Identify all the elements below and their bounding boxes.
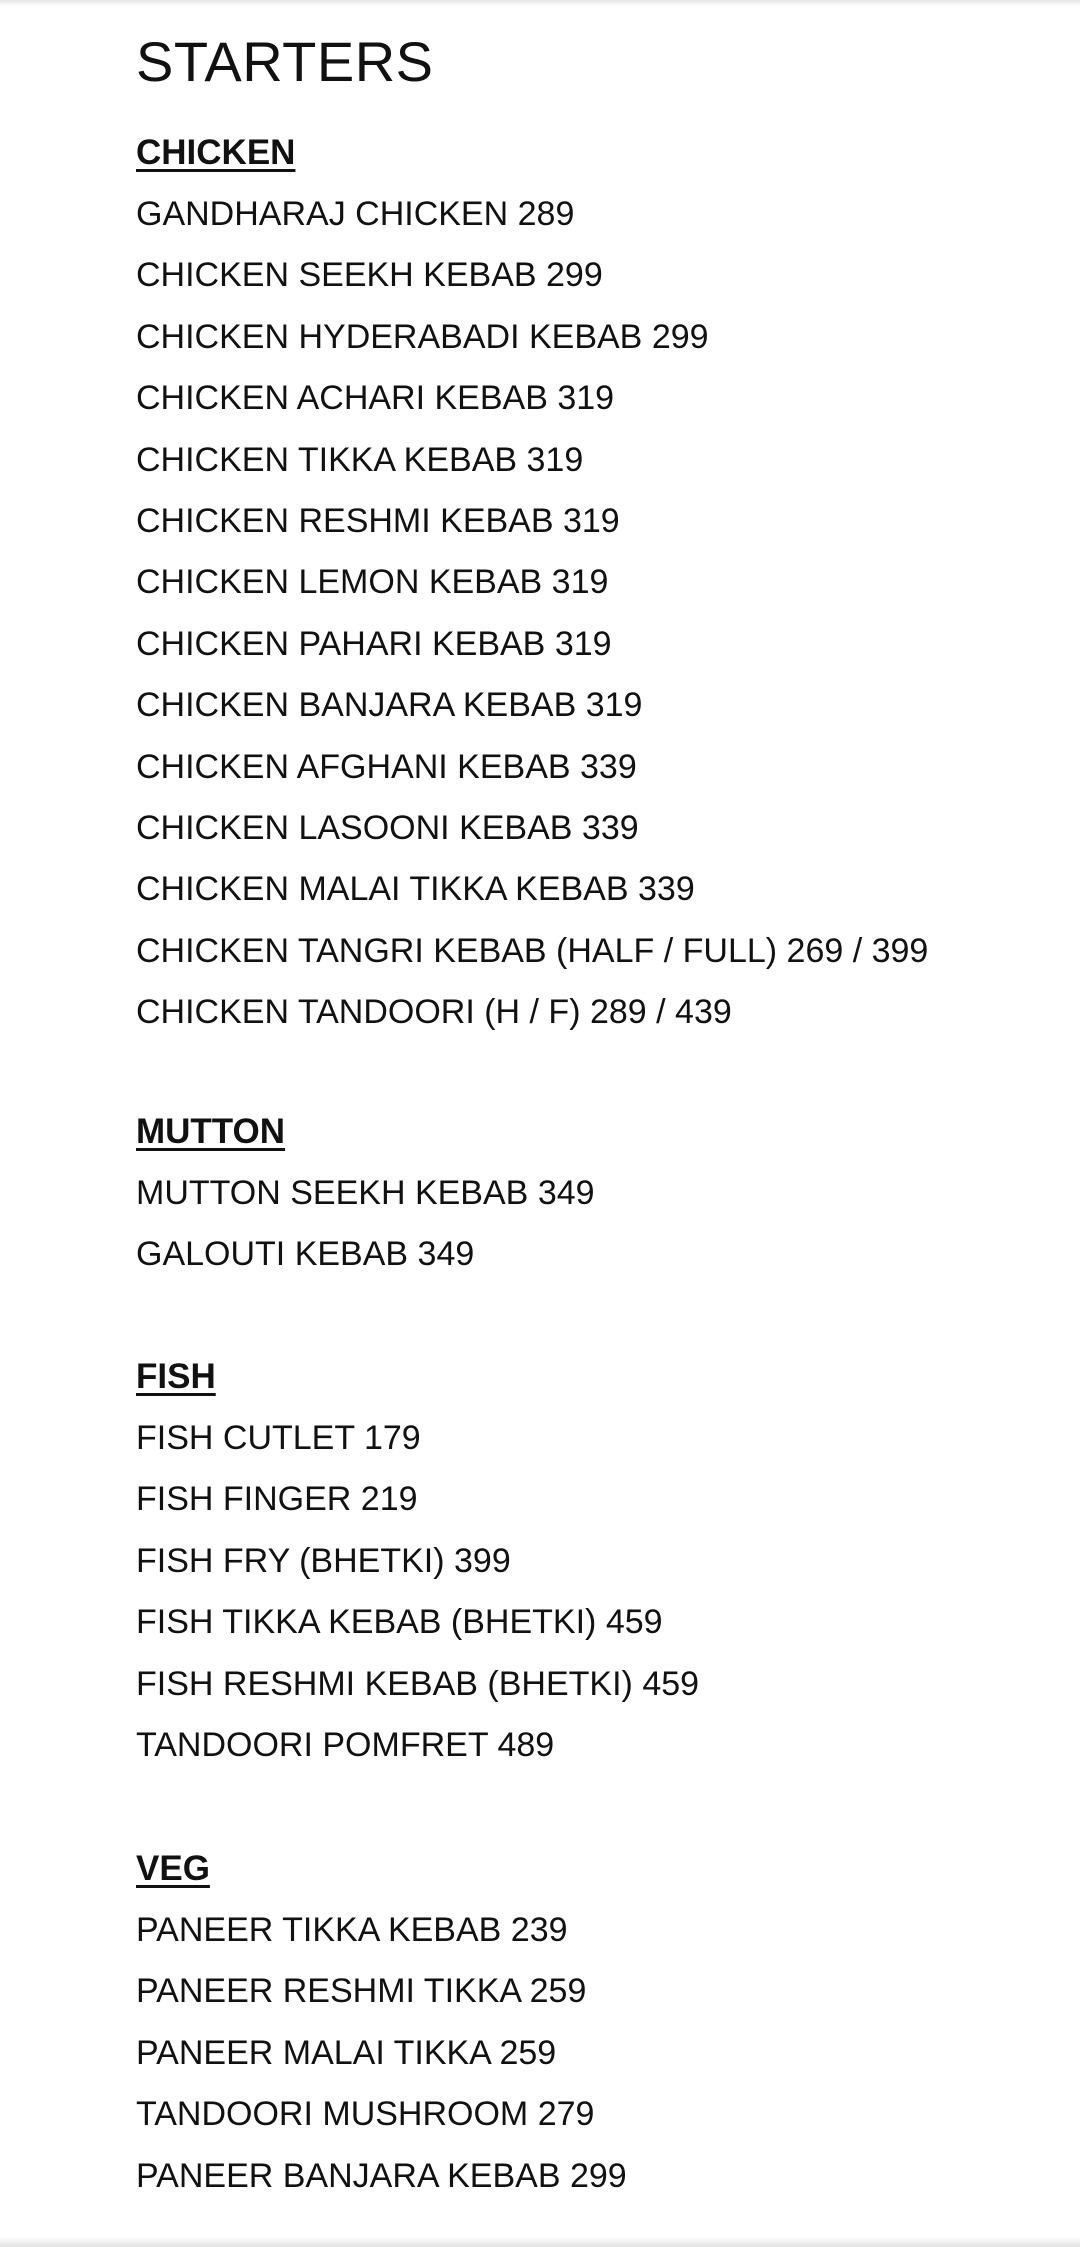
item-name: CHICKEN LEMON KEBAB	[136, 563, 543, 602]
item-price: 319	[562, 501, 620, 540]
item-price: 299	[651, 317, 709, 356]
item-price: 319	[551, 563, 609, 602]
item-price: 239	[510, 1911, 568, 1949]
menu-item	[136, 921, 1056, 982]
menu-item	[136, 1961, 1056, 2022]
menu-item	[136, 1531, 1056, 1592]
item-name: CHICKEN TIKKA KEBAB	[136, 440, 518, 479]
item-price: 319	[554, 624, 612, 663]
item-name: CHICKEN TANGRI KEBAB (HALF / FULL)	[136, 931, 778, 970]
menu-item	[136, 798, 1056, 859]
item-price: 319	[557, 379, 615, 418]
item-price: 489	[497, 1725, 555, 1764]
menu-item-list	[136, 1900, 1056, 2207]
menu-item	[136, 982, 1056, 1043]
item-price: 269 / 399	[786, 931, 929, 970]
menu-item	[136, 1469, 1056, 1530]
section-heading: VEG	[136, 1849, 210, 1888]
item-price: 299	[546, 256, 603, 295]
menu-item	[136, 1163, 1056, 1224]
item-name: FISH TIKKA KEBAB (BHETKI)	[136, 1603, 597, 1642]
section-mutton	[136, 1101, 1056, 1286]
item-name: FISH FRY (BHETKI)	[136, 1541, 445, 1580]
item-name: GALOUTI KEBAB	[136, 1235, 409, 1274]
item-price: 259	[529, 1972, 587, 2011]
item-name: CHICKEN MALAI TIKKA KEBAB	[136, 870, 629, 909]
item-name: CHICKEN ACHARI KEBAB	[136, 379, 548, 418]
item-price: 339	[580, 747, 637, 786]
menu-item	[136, 307, 1056, 368]
item-name: TANDOORI POMFRET	[136, 1725, 488, 1764]
menu-item-list	[136, 1408, 1056, 1776]
menu-item	[136, 1224, 1056, 1285]
item-price: 289 / 439	[589, 993, 732, 1032]
section-fish	[136, 1346, 1056, 1776]
item-name: PANEER TIKKA KEBAB	[136, 1911, 502, 1949]
item-name: MUTTON SEEKH KEBAB	[136, 1174, 529, 1212]
menu-item	[136, 184, 1056, 245]
menu-item	[136, 1654, 1056, 1715]
item-name: PANEER MALAI TIKKA	[136, 2033, 490, 2072]
item-name: CHICKEN LASOONI KEBAB	[136, 808, 573, 847]
item-name: CHICKEN AFGHANI KEBAB	[136, 747, 571, 786]
item-price: 279	[537, 2095, 595, 2134]
item-price: 349	[417, 1235, 475, 1274]
page-bottom-edge	[0, 2237, 1080, 2247]
item-name: CHICKEN BANJARA KEBAB	[136, 686, 577, 725]
menu-item	[136, 2084, 1056, 2145]
item-name: GANDHARAJ CHICKEN	[136, 195, 509, 233]
item-price: 219	[360, 1480, 418, 1519]
section-heading: MUTTON	[136, 1112, 286, 1151]
section-veg	[136, 1838, 1056, 2207]
item-name: PANEER RESHMI TIKKA	[136, 1972, 521, 2011]
page-title: STARTERS	[136, 30, 434, 93]
section-heading: FISH	[136, 1357, 216, 1396]
item-price: 339	[581, 808, 639, 847]
item-price: 299	[569, 2156, 627, 2195]
item-name: CHICKEN SEEKH KEBAB	[136, 256, 537, 295]
item-price: 319	[585, 686, 643, 725]
menu-item	[136, 368, 1056, 429]
menu-item	[136, 1715, 1056, 1776]
item-name: CHICKEN RESHMI KEBAB	[136, 501, 554, 540]
menu-item	[136, 737, 1056, 798]
menu-item	[136, 859, 1056, 920]
menu-item	[136, 1592, 1056, 1653]
section-chicken	[136, 122, 1056, 1043]
item-price: 399	[454, 1541, 511, 1580]
item-name: FISH RESHMI KEBAB (BHETKI)	[136, 1664, 633, 1703]
item-name: FISH CUTLET	[136, 1419, 355, 1457]
item-price: 339	[638, 870, 695, 909]
item-name: TANDOORI MUSHROOM	[136, 2095, 529, 2134]
item-name: FISH FINGER	[136, 1480, 352, 1519]
menu-item	[136, 675, 1056, 736]
menu-item	[136, 245, 1056, 306]
menu-item	[136, 1408, 1056, 1469]
menu-item-list	[136, 1163, 1056, 1286]
menu-item	[136, 614, 1056, 675]
item-name: PANEER BANJARA KEBAB	[136, 2156, 561, 2195]
menu-item	[136, 491, 1056, 552]
menu-item	[136, 552, 1056, 613]
menu-item	[136, 2023, 1056, 2084]
section-heading: CHICKEN	[136, 133, 296, 172]
menu-item-list	[136, 184, 1056, 1043]
page-top-edge	[0, 0, 1080, 6]
item-name: CHICKEN TANDOORI (H / F)	[136, 993, 581, 1032]
item-price: 259	[499, 2033, 557, 2072]
item-price: 459	[642, 1664, 700, 1703]
menu-item	[136, 1900, 1056, 1961]
item-price: 349	[537, 1174, 595, 1212]
item-name: CHICKEN PAHARI KEBAB	[136, 624, 546, 663]
item-price: 289	[517, 195, 575, 233]
item-price: 179	[363, 1419, 421, 1457]
item-name: CHICKEN HYDERABADI KEBAB	[136, 317, 643, 356]
menu-item	[136, 430, 1056, 491]
item-price: 459	[605, 1603, 663, 1642]
item-price: 319	[526, 440, 584, 479]
menu-item	[136, 2146, 1056, 2207]
